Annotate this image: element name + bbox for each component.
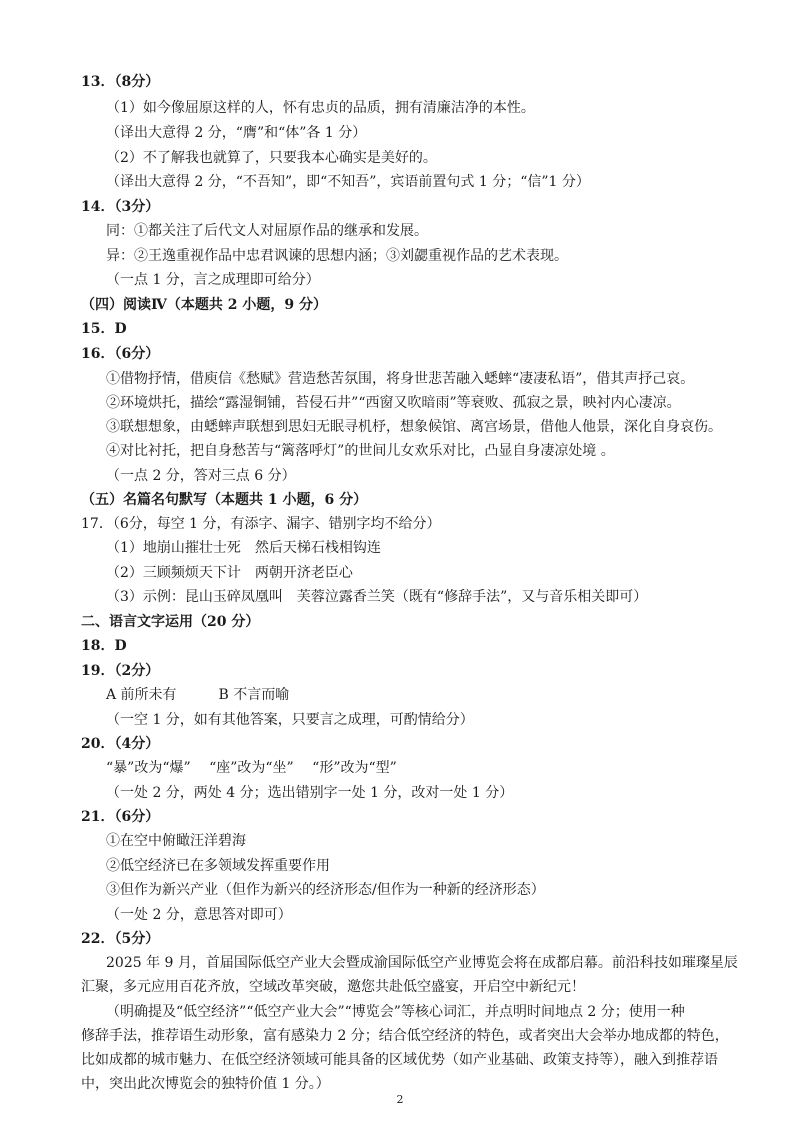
q19-heading: 19．（2分）	[81, 663, 160, 679]
q16-point-2: ②环境烘托，描绘“露湿铜铺，苔侵石井”“西窗又吹暗雨”等衰败、孤寂之景，映衬内心凄凉。	[106, 395, 681, 411]
q16-point-3: ③联想想象，由蟋蟀声联想到思妇无眠寻机杼，想象候馆、离宫场景，借他人他景，深化自身哀伤。	[106, 419, 722, 435]
q22-heading: 22．（5分）	[81, 931, 160, 947]
q21-heading: 21．（6分）	[81, 809, 160, 825]
q22-scoring-line-3: 比如成都的城市魅力、在低空经济领域可能具备的区域优势（如产业基础、政策支持等），融入到推荐语	[81, 1052, 718, 1068]
q16-heading: 16．（6分）	[81, 346, 160, 362]
q13-scoring-1: （译出大意得 2 分，“膺”和“体”各 1 分）	[106, 125, 367, 141]
q21-answer-1: ①在空中俯瞰汪洋碧海	[106, 833, 246, 849]
q22-example-line-1: 2025 年 9 月，首届国际低空产业大会暨成渝国际低空产业博览会将在成都启幕。前沿科技如璀璨星辰	[106, 955, 738, 971]
q21-scoring: （一处 2 分，意思答对即可）	[106, 907, 292, 923]
q22-scoring-line-1: （明确提及“低空经济”“低空产业大会”“博览会”等核心词汇，并点明时间地点 2 分；使用一种	[106, 1004, 685, 1020]
page-number: 2	[396, 1093, 404, 1106]
section-reading-4: （四）阅读Ⅳ（本题共 2 小题，9 分）	[81, 297, 327, 313]
q22-example-line-2: 汇聚，多元应用百花齐放，空域改革突破，邀您共赴低空盛宴，开启空中新纪元！	[81, 979, 585, 995]
q14-heading: 14．（3分）	[81, 199, 160, 215]
q15-answer: 15．D	[81, 321, 127, 337]
q16-point-1: ①借物抒情，借庾信《愁赋》营造愁苦氛围，将身世悲苦融入蟋蟀“凄凄私语”，借其声抒己哀。	[106, 371, 695, 387]
q17-answer-1: （1）地崩山摧壮士死 然后天梯石栈相钩连	[106, 540, 381, 556]
q21-answer-2: ②低空经济已在多领域发挥重要作用	[106, 858, 330, 874]
q19-answer: A 前所未有 B 不言而喻	[106, 687, 290, 703]
q16-scoring: （一点 2 分，答对三点 6 分）	[106, 468, 296, 484]
q20-answer: “暴”改为“爆” “座”改为“坐” “形”改为“型”	[106, 760, 397, 776]
q22-scoring-line-2: 修辞手法，推荐语生动形象，富有感染力 2 分；结合低空经济的特色，或者突出大会举办地成都的特色，	[81, 1028, 729, 1044]
q20-heading: 20．（4分）	[81, 736, 160, 752]
q17-answer-3: （3）示例：昆山玉碎凤凰叫 芙蓉泣露香兰笑（既有“修辞手法”，又与音乐相关即可）	[106, 589, 648, 605]
q20-scoring: （一处 2 分，两处 4 分；选出错别字一处 1 分，改对一处 1 分）	[106, 785, 514, 801]
q14-scoring: （一点 1 分，言之成理即可给分）	[106, 272, 320, 288]
q22-scoring-line-4: 中，突出此次博览会的独特价值 1 分。）	[81, 1076, 330, 1092]
q13-answer-2: （2）不了解我也就算了，只要我本心确实是美好的。	[106, 150, 437, 166]
q18-answer: 18．D	[81, 638, 127, 654]
q13-heading: 13．（8分）	[81, 74, 160, 90]
q19-scoring: （一空 1 分，如有其他答案，只要言之成理，可酌情给分）	[106, 712, 474, 728]
q17-answer-2: （2）三顾频烦天下计 两朝开济老臣心	[106, 565, 353, 581]
q14-different: 异：②王逸重视作品中忠君讽谏的思想内涵；③刘勰重视作品的艺术表现。	[106, 248, 568, 264]
q16-point-4: ④对比衬托，把自身愁苦与“篱落呼灯”的世间儿女欢乐对比，凸显自身凄凉处境 。	[106, 443, 615, 459]
q13-answer-1: （1）如今像屈原这样的人，怀有忠贞的品质，拥有清廉洁净的本性。	[106, 100, 535, 116]
section-dictation: （五）名篇名句默写（本题共 1 小题，6 分）	[81, 492, 368, 508]
q13-scoring-2: （译出大意得 2 分，“不吾知”，即“不知吾”，宾语前置句式 1 分；“信”1 分）	[106, 174, 590, 190]
q14-same: 同：①都关注了后代文人对屈原作品的继承和发展。	[106, 223, 428, 239]
section-language-use: 二、语言文字运用（20 分）	[81, 614, 260, 630]
q21-answer-3: ③但作为新兴产业（但作为新兴的经济形态/但作为一种新的经济形态）	[106, 882, 545, 898]
q17-heading: 17．（6分，每空 1 分，有添字、漏字、错别字均不给分）	[81, 516, 441, 532]
